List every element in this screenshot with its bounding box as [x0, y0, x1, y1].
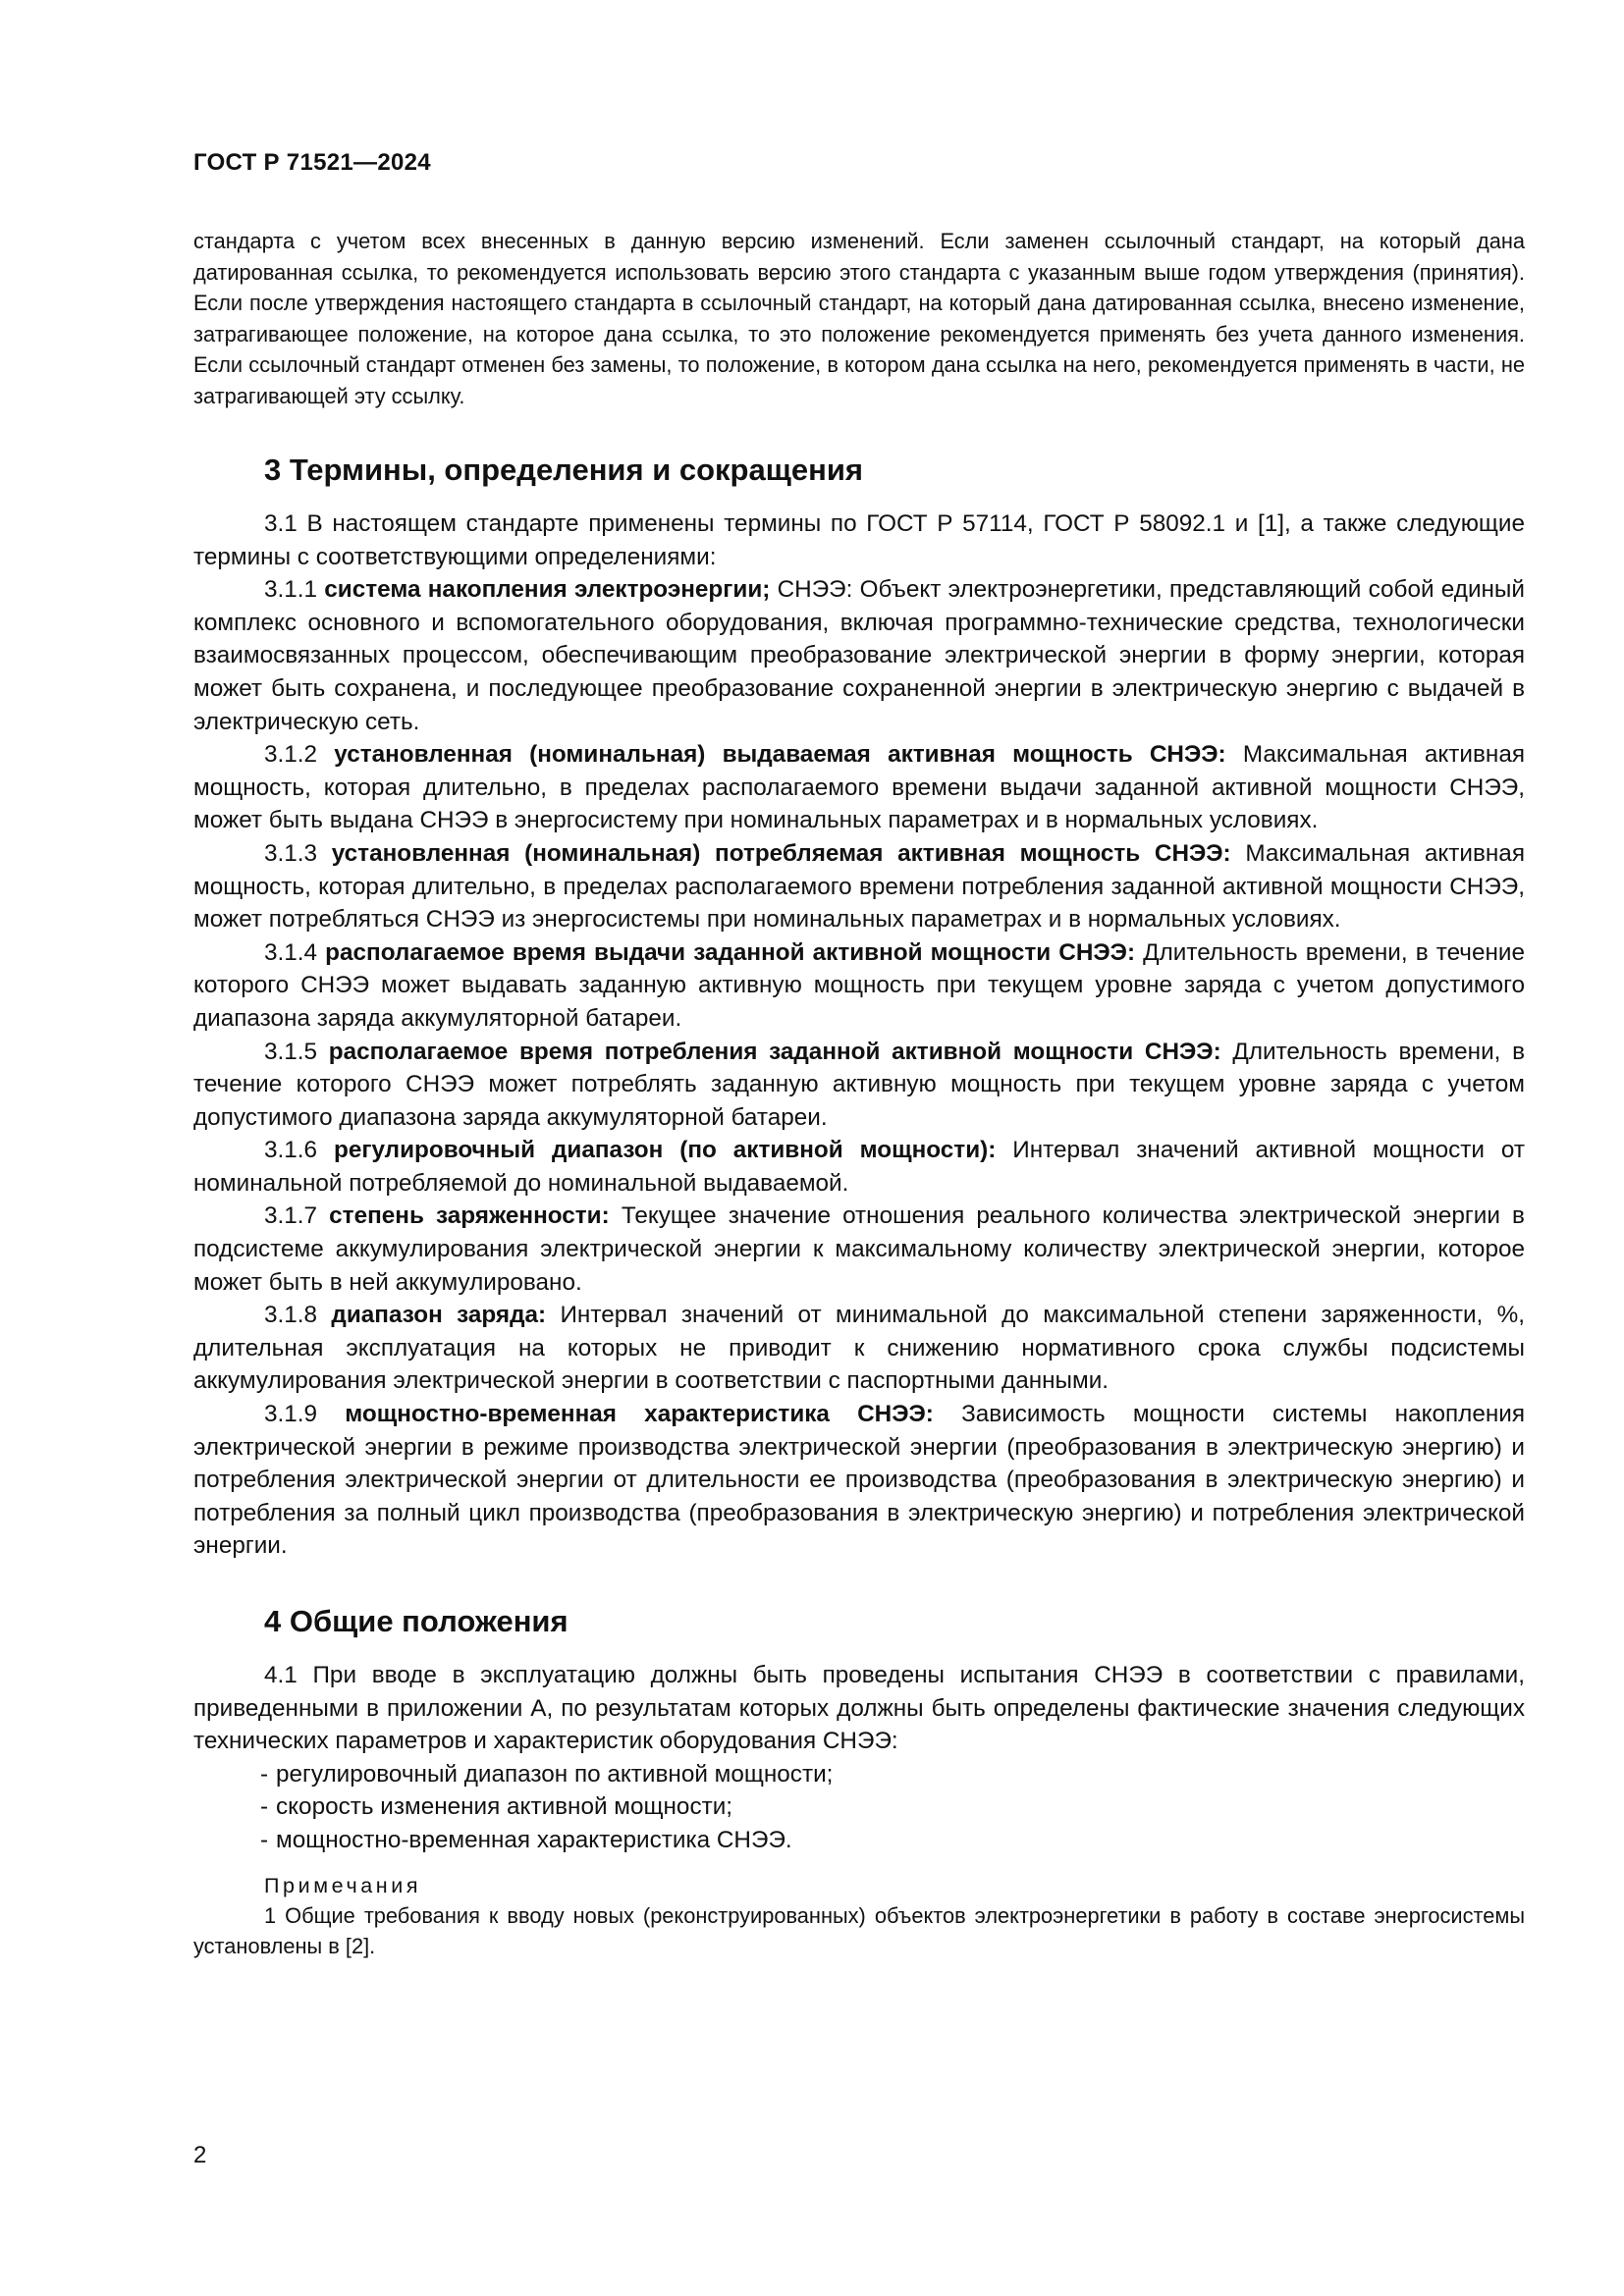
term-name: степень заряженности: [329, 1202, 610, 1230]
term-3-1-8 [193, 1299, 1525, 1398]
paragraph-4-1: 4.1 При вводе в эксплуатацию должны быть проведены испытания СНЭЭ в соответствии с правилами, приведенными в приложении А, по результатам которых должны быть определены фактические значения следующих технических параметров и характеристик оборудования СНЭЭ: [193, 1662, 1525, 1755]
notes-title: Примечания [264, 1873, 422, 1897]
dash-bullet: - [260, 1760, 269, 1788]
dash-bullet: - [260, 1793, 269, 1821]
term-name: располагаемое время потребления заданной активной мощности СНЭЭ: [328, 1038, 1221, 1065]
list-item: - скорость изменения активной мощности; [193, 1790, 1525, 1824]
term-name: располагаемое время выдачи заданной активной мощности СНЭЭ: [325, 938, 1136, 966]
term-3-1-2 [193, 738, 1525, 837]
term-3-1-3 [193, 837, 1525, 936]
term-3-1-4 [193, 936, 1525, 1036]
term-name: регулировочный диапазон (по активной мощности): [333, 1137, 997, 1164]
term-name: диапазон заряда: [331, 1302, 547, 1329]
dash-bullet: - [260, 1826, 269, 1853]
term-definition: Длительность времени, в течение которого СНЭЭ может потреблять заданную активную мощность при текущем уровне заряда с учетом допустимого диапазона заряда аккумуляторной батареи. [193, 1038, 1525, 1131]
term-name: установленная (номинальная) потребляемая активная мощность СНЭЭ: [331, 839, 1231, 867]
term-number: 3.1.5 [264, 1038, 318, 1065]
term-definition: СНЭЭ: Объект электроэнергетики, представляющий собой единый комплекс основного и вспомогательного оборудования, включая программно-технические средства, технологически взаимосвязанных процессом, обеспечивающим преобразование электрической энергии в форму энергии, которая может быть сохранена, и последующее преобразование сохраненной энергии в электрическую энергию с выдачей в электрическую сеть. [193, 576, 1525, 735]
term-definition: Интервал значений активной мощности от номинальной потребляемой до номинальной выдаваемой. [193, 1137, 1525, 1197]
document-header: ГОСТ Р 71521—2024 [193, 149, 431, 176]
term-definition: Текущее значение отношения реального количества электрической энергии в подсистеме аккумулирования электрической энергии к максимальному количеству электрической энергии, которое может быть в ней аккумулировано. [193, 1202, 1525, 1296]
term-number: 3.1.8 [264, 1302, 318, 1329]
note-1: 1 Общие требования к вводу новых (реконструированных) объектов электроэнергетики в работу в составе энергосистемы установлены в [2]. [193, 1902, 1525, 1959]
term-number: 3.1.3 [264, 839, 318, 867]
term-definition: Интервал значений от минимальной до максимальной степени заряженности, %, длительная эксплуатация на которых не приводит к снижению нормативного срока службы подсистемы аккумулирования электрической энергии в соответствии с паспортными данными. [193, 1302, 1525, 1395]
term-3-1-6 [193, 1134, 1525, 1200]
parameters-list [193, 1758, 1525, 1857]
term-number: 3.1.7 [264, 1202, 318, 1230]
term-definition: Максимальная активная мощность, которая длительно, в пределах располагаемого времени потребления заданной активной мощности СНЭЭ, может потребляться СНЭЭ из энергосистемы при номинальных параметрах и в нормальных условиях. [193, 839, 1525, 934]
section-3-title: 3 Термины, определения и сокращения [264, 453, 863, 487]
list-item: - мощностно-временная характеристика СНЭЭ. [193, 1824, 1525, 1857]
term-definition: Максимальная активная мощность, которая длительно, в пределах располагаемого времени выдачи заданной активной мощности СНЭЭ, может быть выдана СНЭЭ в энергосистему при номинальных параметрах и в нормальных условиях. [193, 741, 1525, 834]
term-3-1-1 [193, 573, 1525, 738]
term-number: 3.1.4 [264, 938, 318, 966]
term-3-1-5 [193, 1036, 1525, 1135]
intro-paragraph: стандарта с учетом всех внесенных в данную версию изменений. Если заменен ссылочный стандарт, на который дана датированная ссылка, то рекомендуется использовать версию этого стандарта с указанным выше годом утверждения (принятия). Если после утверждения настоящего стандарта в ссылочный стандарт, на который дана датированная ссылка, внесено изменение, затрагивающее положение, на которое дана ссылка, то это положение рекомендуется применять без учета данного изменения. Если ссылочный стандарт отменен без замены, то положение, в котором дана ссылка на него, рекомендуется применять в части, не затрагивающей эту ссылку. [193, 229, 1525, 408]
paragraph-3-1: 3.1 В настоящем стандарте применены термины по ГОСТ Р 57114, ГОСТ Р 58092.1 и [1], а также следующие термины с соответствующими определениями: [193, 510, 1525, 570]
term-3-1-9 [193, 1398, 1525, 1563]
page-number: 2 [193, 2142, 207, 2168]
section-4-title: 4 Общие положения [264, 1604, 568, 1638]
list-item: - регулировочный диапазон по активной мощности; [193, 1758, 1525, 1791]
term-number: 3.1.6 [264, 1137, 318, 1164]
term-name: система накопления электроэнергии; [324, 576, 771, 604]
term-number: 3.1.1 [264, 576, 318, 604]
term-3-1-7 [193, 1200, 1525, 1299]
term-number: 3.1.2 [264, 741, 318, 769]
term-number: 3.1.9 [264, 1401, 318, 1428]
term-name: установленная (номинальная) выдаваемая активная мощность СНЭЭ: [334, 741, 1226, 769]
term-definition: Зависимость мощности системы накопления электрической энергии в режиме производства электрической энергии (преобразования в электрическую энергию) и потребления электрической энергии от длительности ее производства (преобразования в электрическую энергию) и потребления за полный цикл производства (преобразования в электрическую энергию) и потребления электрической энергии. [193, 1401, 1525, 1560]
term-definition: Длительность времени, в течение которого СНЭЭ может выдавать заданную активную мощность при текущем уровне заряда с учетом допустимого диапазона заряда аккумуляторной батареи. [193, 938, 1525, 1032]
term-name: мощностно-временная характеристика СНЭЭ: [345, 1401, 934, 1428]
document-body [193, 226, 1525, 1962]
